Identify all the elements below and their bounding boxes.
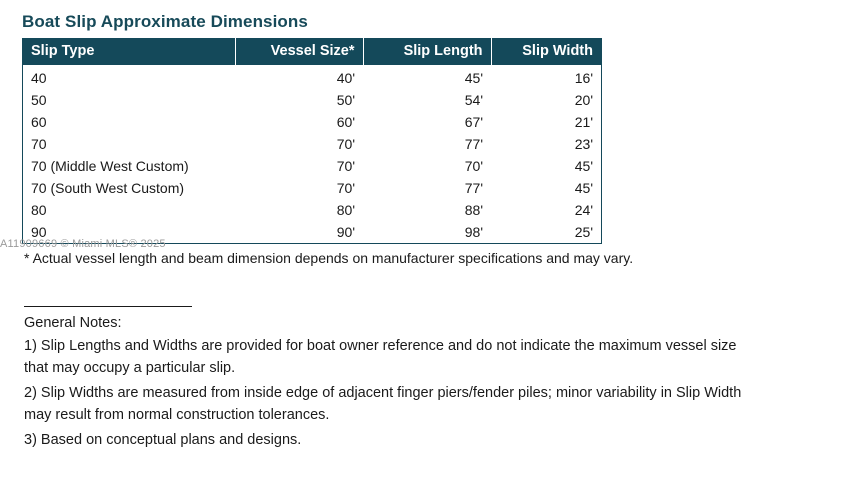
table-row (23, 65, 601, 89)
dimensions-table-container (22, 38, 602, 244)
cell-vessel-size: 70' (336, 158, 355, 174)
cell-slip-width: 16' (574, 70, 593, 86)
table-row (23, 133, 601, 155)
cell-vessel-size: 60' (336, 114, 355, 130)
table-header (23, 38, 601, 65)
cell-vessel-size: 80' (336, 202, 355, 218)
table-row (23, 111, 601, 133)
cell-vessel-size: 90' (336, 224, 355, 240)
table-footnote: * Actual vessel length and beam dimension depends on manufacturer specifications and may vary. (24, 250, 634, 266)
table-row (23, 221, 601, 243)
cell-vessel-size: 40' (336, 70, 355, 86)
column-header-slip-length: Slip Length (363, 38, 491, 65)
table-body (23, 65, 601, 243)
cell-slip-length: 70' (464, 158, 483, 174)
cell-slip-type: 90 (31, 224, 47, 240)
column-header-vessel-size: Vessel Size* (235, 38, 363, 65)
table-row (23, 177, 601, 199)
column-header-slip-type: Slip Type (23, 38, 235, 65)
cell-slip-length: 98' (464, 224, 483, 240)
cell-vessel-size: 50' (336, 92, 355, 108)
horizontal-divider (24, 306, 192, 307)
cell-slip-type: 70 (South West Custom) (31, 180, 185, 196)
cell-slip-width: 45' (574, 180, 593, 196)
cell-slip-width: 23' (574, 136, 593, 152)
general-note: 3) Based on conceptual plans and designs. (24, 431, 302, 448)
mls-watermark: A11909669 © Miami MLS® 2025 (0, 238, 166, 250)
cell-slip-width: 20' (574, 92, 593, 108)
table-header-row (23, 38, 601, 65)
page-title: Boat Slip Approximate Dimensions (22, 12, 308, 31)
cell-slip-length: 54' (464, 92, 483, 108)
cell-slip-length: 67' (464, 114, 483, 130)
cell-slip-type: 80 (31, 202, 47, 218)
cell-slip-type: 60 (31, 114, 47, 130)
cell-slip-length: 45' (464, 70, 483, 86)
cell-slip-width: 45' (574, 158, 593, 174)
table-row (23, 155, 601, 177)
general-note: 1) Slip Lengths and Widths are provided for boat owner reference and do not indicate the maximum vessel size that may occupy a particular slip. (24, 338, 737, 377)
cell-slip-width: 24' (574, 202, 593, 218)
cell-slip-type: 50 (31, 92, 47, 108)
cell-vessel-size: 70' (336, 180, 355, 196)
table-row (23, 199, 601, 221)
dimensions-table (23, 38, 601, 243)
cell-slip-length: 77' (464, 180, 483, 196)
cell-slip-type: 70 (31, 136, 47, 152)
cell-slip-length: 88' (464, 202, 483, 218)
general-note: 2) Slip Widths are measured from inside edge of adjacent finger piers/fender piles; minor variability in Slip Width may result from normal construction tolerances. (24, 384, 742, 424)
cell-slip-type: 40 (31, 70, 47, 86)
cell-slip-length: 77' (464, 136, 483, 152)
cell-slip-type: 70 (Middle West Custom) (31, 158, 189, 174)
cell-vessel-size: 70' (336, 136, 355, 152)
table-row (23, 89, 601, 111)
cell-slip-width: 21' (574, 114, 593, 130)
column-header-slip-width: Slip Width (491, 38, 601, 65)
general-notes-heading: General Notes: (24, 315, 122, 331)
cell-slip-width: 25' (574, 224, 593, 240)
